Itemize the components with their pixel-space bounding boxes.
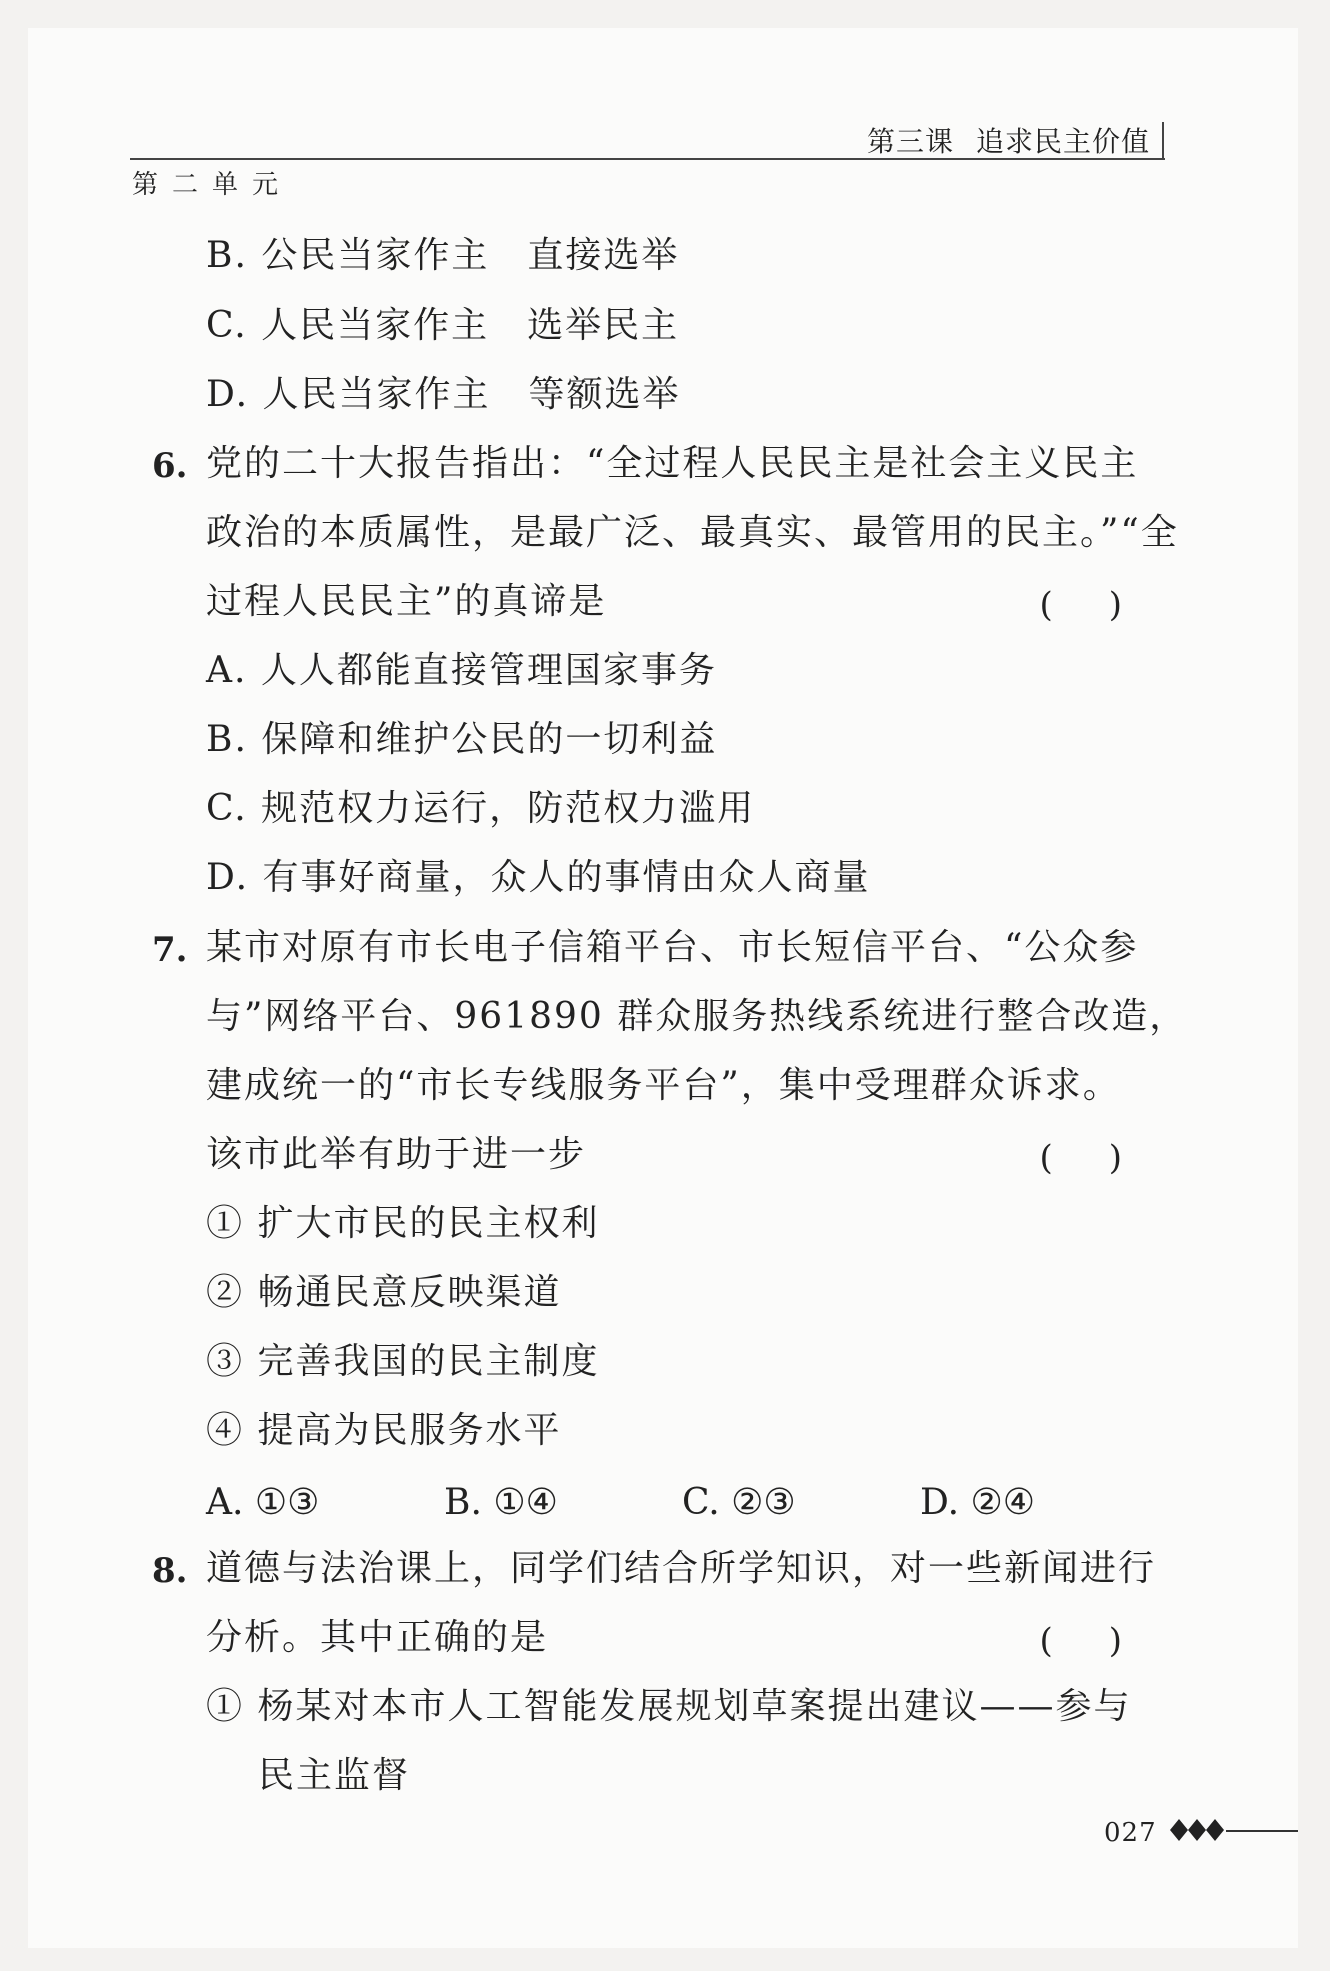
q7-choice-b: B. ①④ (444, 1482, 558, 1523)
diamond-ornament-icon (1168, 1815, 1228, 1849)
q6-number: 6. (152, 446, 188, 486)
q7-stem-line: 该市此举有助于进一步 (206, 1134, 587, 1175)
q6-stem-line: 党的二十大报告指出：“全过程人民民主是社会主义民主 (206, 443, 1139, 484)
header-rule (130, 158, 1165, 160)
q7-stem-line: 与”网络平台、961890 群众服务热线系统进行整合改造， (206, 996, 1188, 1037)
q7-item-2: ② 畅通民意反映渠道 (206, 1272, 562, 1313)
q6-stem-line: 过程人民民主”的真谛是 (206, 581, 607, 622)
page-number: 027 (1104, 1818, 1157, 1848)
q8-answer-paren: ( ) (1039, 1621, 1122, 1661)
q5-option-d: D. 人民当家作主 等额选举 (206, 374, 681, 415)
q6-answer-paren: ( ) (1039, 585, 1122, 625)
q8-stem-line: 道德与法治课上，同学们结合所学知识，对一些新闻进行 (206, 1548, 1157, 1589)
lesson-number: 第三课 (866, 125, 954, 158)
q7-number: 7. (152, 930, 188, 970)
q6-stem-line: 政治的本质属性，是最广泛、最真实、最管用的民主。”“全 (206, 512, 1179, 553)
q5-option-c: C. 人民当家作主 选举民主 (206, 305, 680, 346)
q8-stem-line: 分析。其中正确的是 (206, 1617, 549, 1658)
q6-option-a: A. 人人都能直接管理国家事务 (206, 650, 717, 691)
footer-rule (1226, 1830, 1298, 1832)
q7-stem-line: 建成统一的“市长专线服务平台”，集中受理群众诉求。 (206, 1065, 1121, 1106)
header-bar (1162, 122, 1164, 158)
q7-item-1: ① 扩大市民的民主权利 (206, 1203, 600, 1244)
q7-choice-a: A. ①③ (206, 1482, 320, 1523)
q5-option-b: B. 公民当家作主 直接选举 (206, 235, 680, 276)
q6-option-d: D. 有事好商量，众人的事情由众人商量 (206, 857, 871, 898)
q7-answer-paren: ( ) (1039, 1138, 1122, 1178)
q7-stem-line: 某市对原有市长电子信箱平台、市长短信平台、“公众参 (206, 927, 1139, 968)
q8-number: 8. (152, 1551, 188, 1591)
q6-option-b: B. 保障和维护公民的一切利益 (206, 719, 718, 760)
q6-option-c: C. 规范权力运行，防范权力滥用 (206, 788, 756, 829)
lesson-title: 追求民主价值 (975, 125, 1150, 158)
q7-choice-d: D. ②④ (920, 1482, 1036, 1523)
q7-item-3: ③ 完善我国的民主制度 (206, 1341, 600, 1382)
q7-item-4: ④ 提高为民服务水平 (206, 1410, 562, 1451)
unit-label: 第二单元 (132, 170, 293, 200)
q7-choice-c: C. ②③ (682, 1482, 796, 1523)
q8-item-1-cont: 民主监督 (258, 1755, 411, 1796)
lesson-header (867, 120, 1150, 160)
q8-item-1: ① 杨某对本市人工智能发展规划草案提出建议——参与 (206, 1686, 1132, 1727)
